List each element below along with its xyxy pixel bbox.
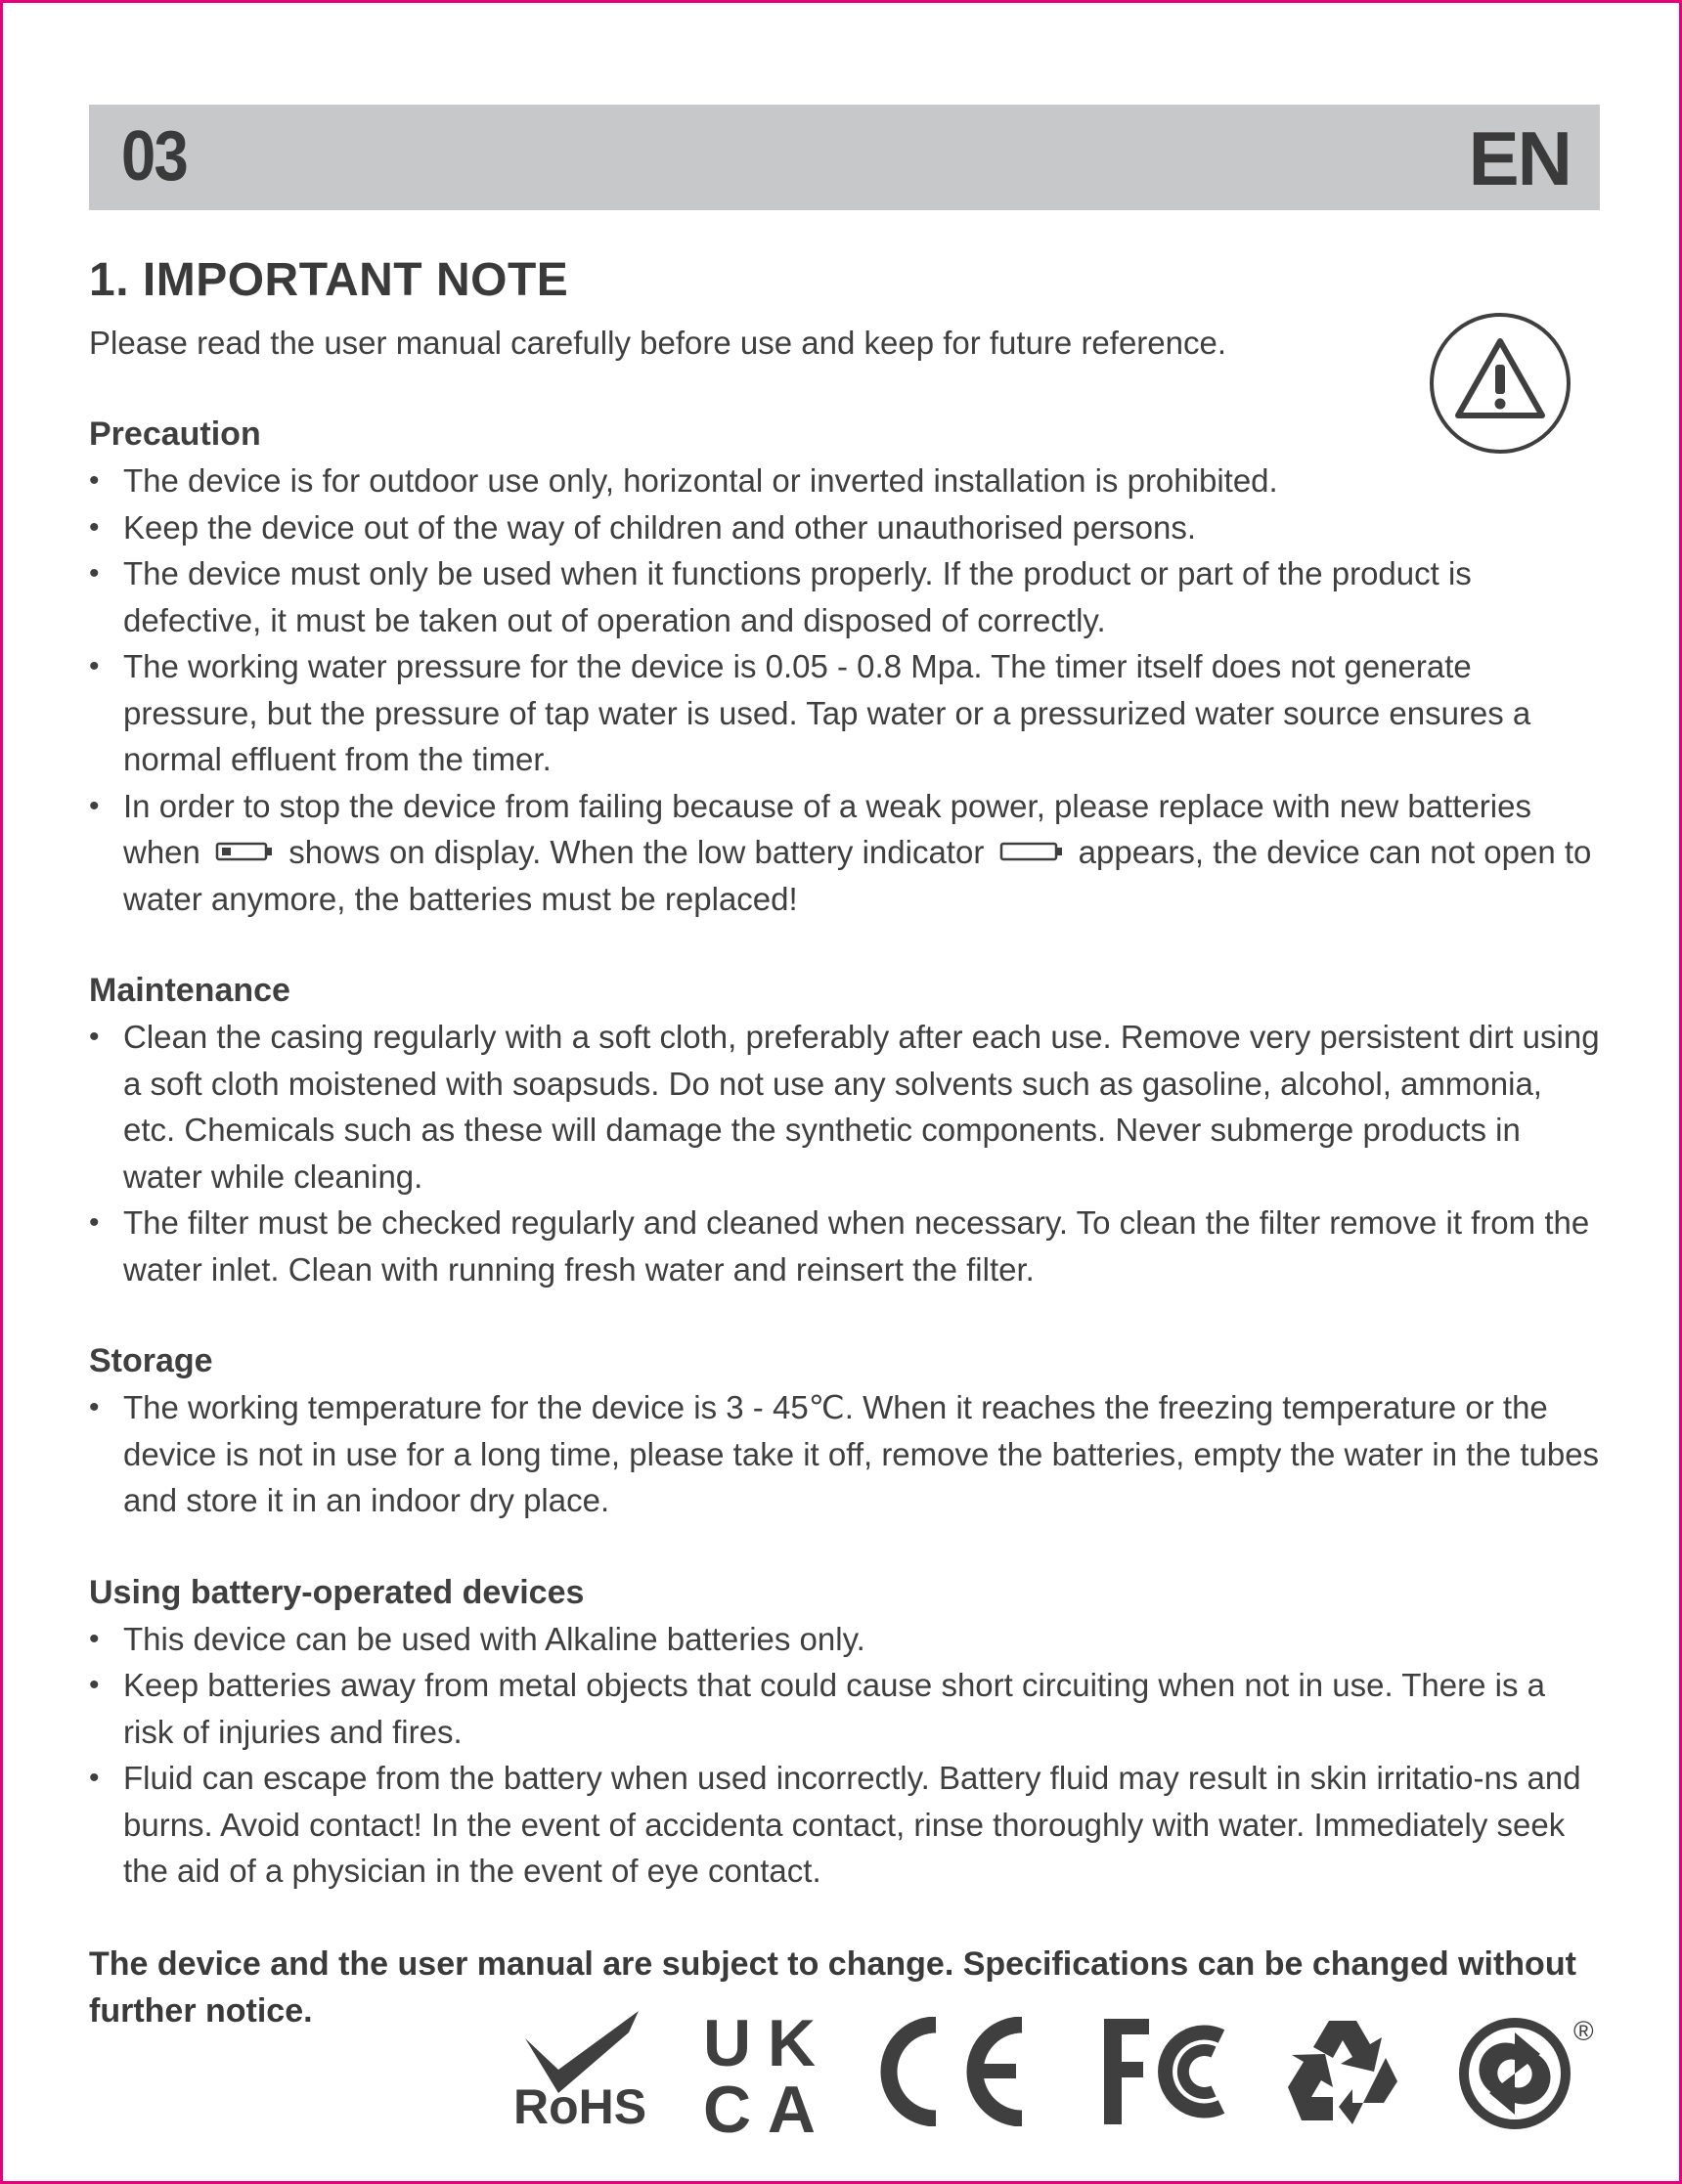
ce-logo bbox=[875, 2017, 1032, 2126]
rohs-text: RoHS bbox=[513, 2079, 647, 2128]
list-item: • The device must only be used when it functions properly. If the product or part of the product is defective, it must be taken out of operation and disposed of correctly. bbox=[89, 550, 1600, 643]
battery-text-part3: appears, the device can not open to water anymore, the batteries must be replaced! bbox=[123, 834, 1592, 917]
list-item: • The working water pressure for the device is 0.05 - 0.8 Mpa. The timer itself does not generate pressure, but the pressure of tap water is used. Tap water or a pressurized water source ensures a normal effluent from the timer. bbox=[89, 643, 1600, 783]
fcc-logo bbox=[1104, 2017, 1241, 2126]
recycle-icon bbox=[1284, 2015, 1401, 2128]
main-content bbox=[89, 251, 1600, 2034]
page-number: 03 bbox=[121, 117, 187, 196]
list-item: • Keep the device out of the way of children and other unauthorised persons. bbox=[89, 504, 1600, 551]
green-dot-icon bbox=[1458, 2015, 1605, 2132]
list-item: • This device can be used with Alkaline batteries only. bbox=[89, 1616, 1600, 1663]
certification-logos bbox=[511, 1997, 1607, 2144]
list-item: • The device is for outdoor use only, horizontal or inverted installation is prohibited. bbox=[89, 458, 1600, 504]
rohs-logo bbox=[511, 2011, 678, 2128]
precaution-heading: Precaution bbox=[89, 415, 261, 453]
battery-low-icon bbox=[215, 841, 274, 862]
precaution-list bbox=[89, 458, 1600, 922]
storage-list bbox=[89, 1384, 1600, 1524]
list-item: • Keep batteries away from metal objects that could cause short circuiting when not in use. There is a risk of injuries and fires. bbox=[89, 1662, 1600, 1755]
section-title: 1. IMPORTANT NOTE bbox=[89, 254, 569, 306]
language-code: EN bbox=[1468, 115, 1571, 201]
battery-text-part1: In order to stop the device from failing because of a weak power, please replace with new batteries when bbox=[123, 787, 1531, 870]
list-item: • The filter must be checked regularly and cleaned when necessary. To clean the filter remove it from the water inlet. Clean with running fresh water and reinsert the filter. bbox=[89, 1200, 1600, 1292]
battery-devices-heading: Using battery-operated devices bbox=[89, 1573, 585, 1611]
intro-text: Please read the user manual carefully before use and keep for future reference. bbox=[89, 325, 1227, 361]
ukca-top-text: UK bbox=[703, 2009, 816, 2080]
registered-mark: ® bbox=[1573, 2016, 1594, 2046]
list-item bbox=[89, 783, 1600, 923]
battery-empty-icon bbox=[999, 841, 1064, 862]
battery-devices-list bbox=[89, 1616, 1600, 1895]
battery-text-part2: shows on display. When the low battery indicator bbox=[288, 834, 985, 870]
maintenance-list bbox=[89, 1014, 1600, 1292]
list-item: • The working temperature for the device is 3 - 45℃. When it reaches the freezing temperature or the device is not in use for a long time, please take it off, remove the batteries, empty the water in the tubes and store it in an indoor dry place. bbox=[89, 1384, 1600, 1524]
ukca-bottom-text: CA bbox=[703, 2073, 816, 2136]
change-notice: The device and the user manual are subject to change. Specifications can be changed without further notice. bbox=[89, 1944, 1576, 2030]
maintenance-heading: Maintenance bbox=[89, 972, 290, 1009]
storage-heading: Storage bbox=[89, 1342, 213, 1379]
list-item: • Clean the casing regularly with a soft cloth, preferably after each use. Remove very persistent dirt using a soft cloth moistened with soapsuds. Do not use any solvents such as gasoline, alcohol, ammonia, etc. Chemicals such as these will damage the synthetic components. Never submerge products in water while cleaning. bbox=[89, 1014, 1600, 1200]
ukca-logo bbox=[703, 2009, 820, 2136]
page-header-bar bbox=[89, 105, 1600, 210]
list-item: • Fluid can escape from the battery when used incorrectly. Battery fluid may result in skin irritatio-ns and burns. Avoid contact! In the event of accidenta contact, rinse thoroughly with water. Immediately seek the aid of a physician in the event of eye contact. bbox=[89, 1755, 1600, 1895]
